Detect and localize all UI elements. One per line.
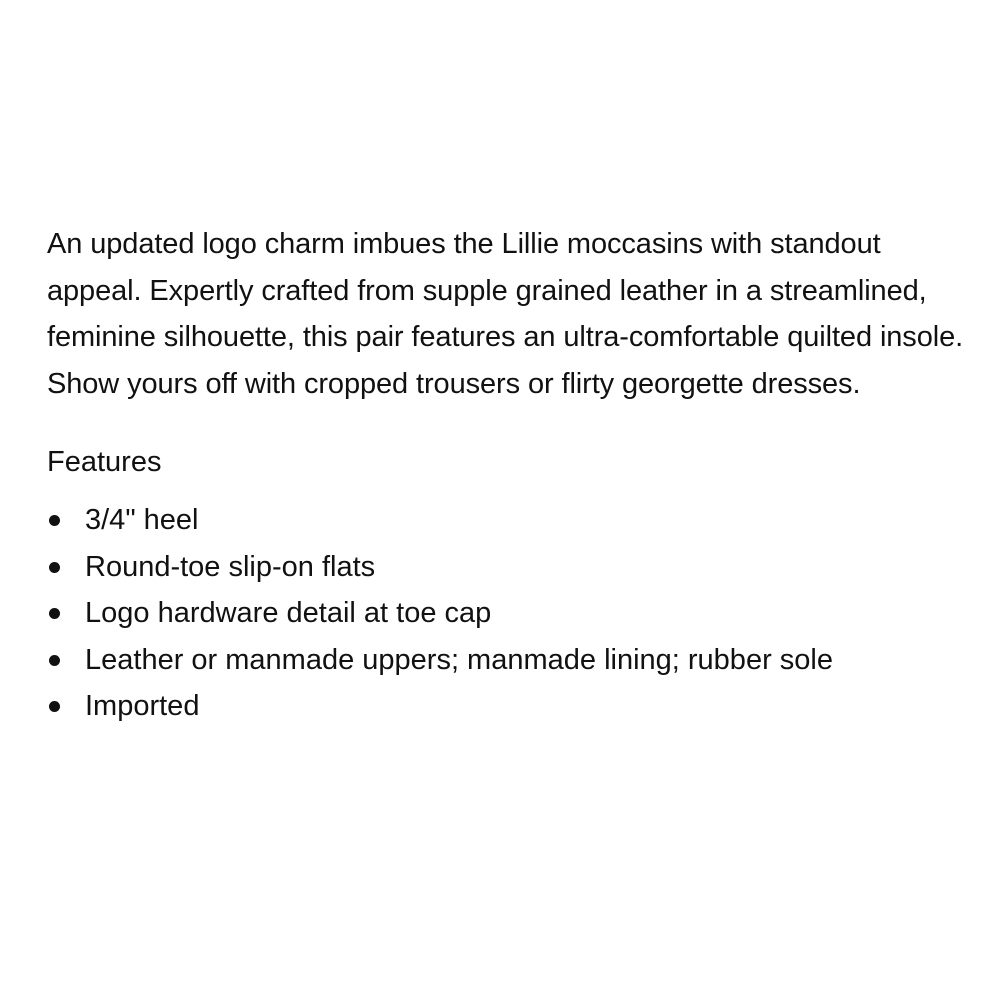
bullet-icon <box>49 655 60 666</box>
product-details <box>47 221 967 730</box>
feature-text: Imported <box>85 690 200 722</box>
feature-text: Logo hardware detail at toe cap <box>85 597 492 629</box>
features-list <box>47 497 967 730</box>
product-description: An updated logo charm imbues the Lillie moccasins with standout appeal. Expertly crafted from supple grained leather in a streamlined, feminine silhouette, this pair features an ultra-comfortable quilted insole. Show yours off with cropped trousers or flirty georgette dresses. <box>47 228 964 400</box>
bullet-icon <box>49 515 60 526</box>
feature-item <box>47 544 967 591</box>
feature-item <box>47 590 967 637</box>
feature-text: Round-toe slip-on flats <box>85 550 376 583</box>
bullet-icon <box>49 701 60 712</box>
feature-text: Leather or manmade uppers; manmade lining; rubber sole <box>85 643 833 676</box>
feature-item <box>47 683 967 730</box>
feature-text: 3/4" heel <box>85 504 199 536</box>
feature-item <box>47 637 967 684</box>
bullet-icon <box>49 608 60 619</box>
features-heading: Features <box>47 446 162 478</box>
feature-item <box>47 497 967 544</box>
bullet-icon <box>49 562 60 573</box>
